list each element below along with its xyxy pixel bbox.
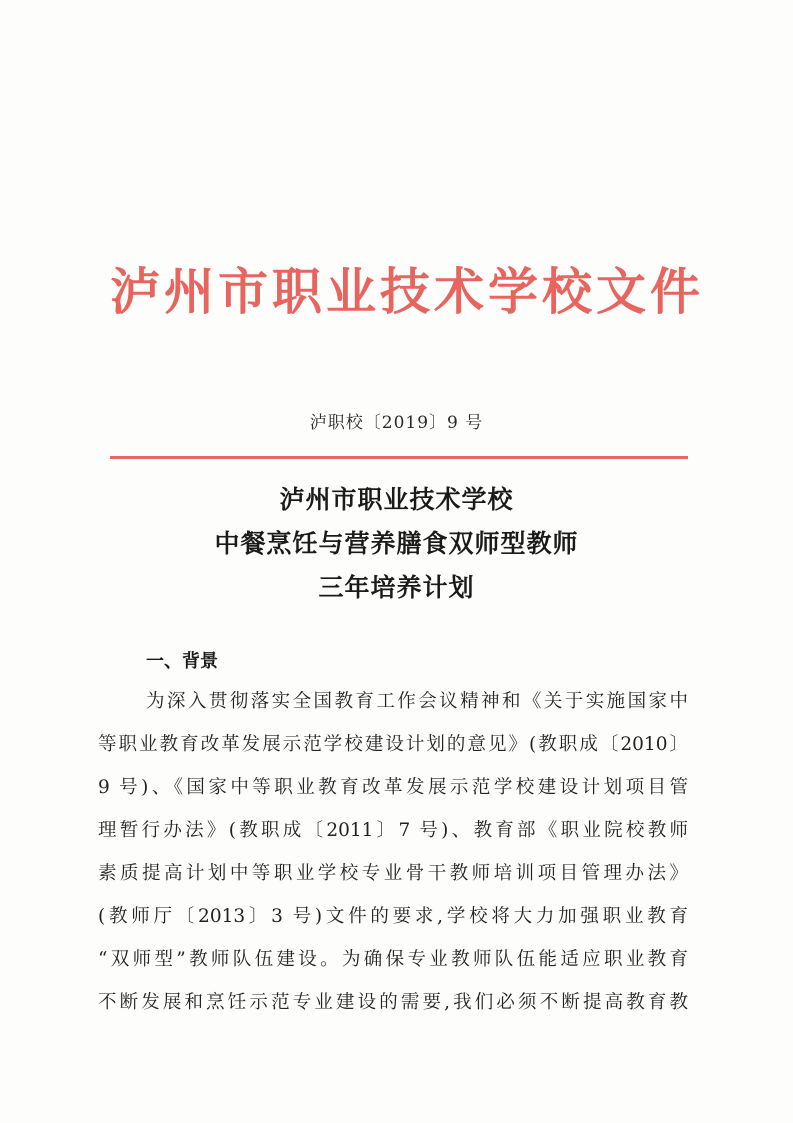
body-text-line: 9 号)、《国家中等职业教育改革发展示范学校建设计划项目管 [98, 777, 688, 798]
document-title-line-2: 中餐烹饪与营养膳食双师型教师 [214, 529, 579, 558]
body-text-line: 理暂行办法》(教职成〔2011〕7 号)、教育部《职业院校教师 [98, 820, 688, 841]
body-text-line: 等职业教育改革发展示范学校建设计划的意见》(教职成〔2010〕 [98, 734, 688, 755]
body-text-line: 为深入贯彻落实全国教育工作会议精神和《关于实施国家中 [146, 691, 688, 712]
body-text-line: “双师型”教师队伍建设。为确保专业教师队伍能适应职业教育 [98, 949, 688, 970]
body-text-line: 素质提高计划中等职业学校专业骨干教师培训项目管理办法》 [98, 863, 688, 884]
document-number: 泸职校〔2019〕9 号 [309, 413, 484, 433]
body-text-line: 不断发展和烹饪示范专业建设的需要,我们必须不断提高教育教 [98, 992, 688, 1013]
document-title-line-3: 三年培养计划 [318, 573, 475, 602]
section-heading-background: 一、背景 [146, 651, 218, 672]
red-divider-line [110, 456, 688, 459]
document-title-line-1: 泸州市职业技术学校 [279, 485, 514, 514]
masthead-title: 泸州市职业技术学校文件 [110, 262, 704, 321]
body-text-line: (教师厅〔2013〕3 号)文件的要求,学校将大力加强职业教育 [98, 906, 688, 927]
